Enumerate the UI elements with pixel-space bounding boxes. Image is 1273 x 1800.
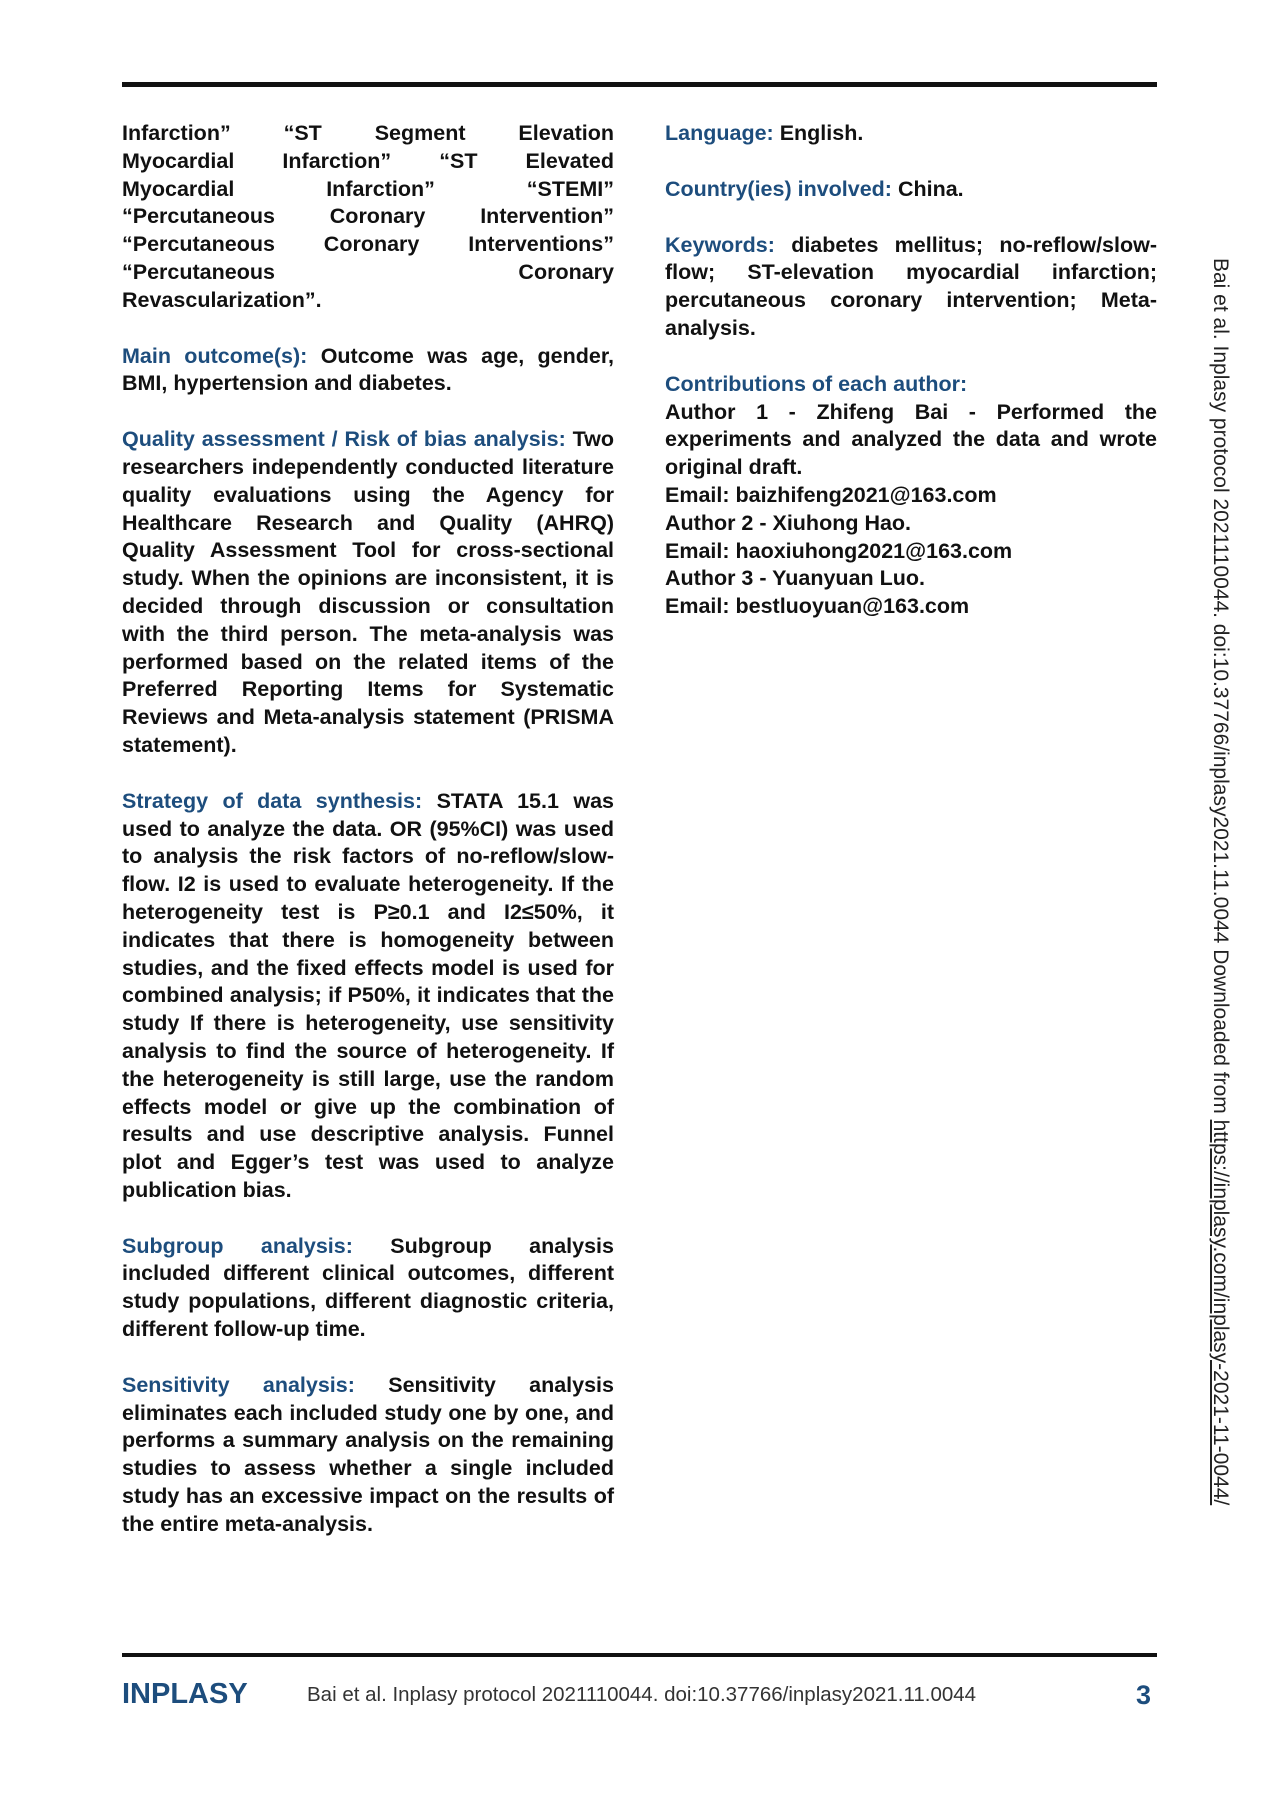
keywords-label: Keywords: xyxy=(665,232,775,257)
language-section xyxy=(665,120,1157,148)
header-rule xyxy=(122,82,1157,87)
author-1-contribution: Author 1 - Zhifeng Bai - Performed the experiments and analyzed the data and wrote original draft. xyxy=(665,399,1157,480)
left-column xyxy=(122,120,614,1539)
keywords-section xyxy=(665,232,1157,343)
author-email: Email: baizhifeng2021@163.com xyxy=(665,482,997,507)
intro-line: Infarction” “ST Segment Elevation xyxy=(122,121,614,145)
search-terms-continued xyxy=(122,120,614,315)
country-text: China. xyxy=(897,176,964,201)
contributions-section xyxy=(665,371,1157,621)
sensitivity-label: Sensitivity analysis: xyxy=(122,1372,355,1397)
subgroup-label: Subgroup analysis: xyxy=(122,1233,353,1258)
page-number: 3 xyxy=(1136,1680,1152,1710)
intro-line: “Percutaneous Coronary Intervention” xyxy=(122,204,614,229)
main-outcome-section xyxy=(122,343,614,399)
author-email: Email: haoxiuhong2021@163.com xyxy=(665,538,1013,563)
sensitivity-section xyxy=(122,1372,614,1539)
side-note-text: Bai et al. Inplasy protocol 2021110044. doi:10.37766/inplasy2021.11.0044 Downloaded from xyxy=(1209,258,1232,1120)
quality-label: Quality assessment / Risk of bias analysis: xyxy=(122,427,566,452)
subgroup-section xyxy=(122,1233,614,1344)
strategy-section xyxy=(122,788,614,1205)
main-outcome-label: Main outcome(s): xyxy=(122,343,308,368)
contributions-label: Contributions of each author: xyxy=(665,371,968,396)
language-label: Language: xyxy=(665,121,774,145)
intro-line: “Percutaneous Coronary Interventions” xyxy=(122,232,614,257)
footer-brand-logo: INPLASY xyxy=(122,1678,248,1710)
download-side-note xyxy=(1208,258,1232,1505)
country-label: Country(ies) involved: xyxy=(665,176,892,201)
intro-line: Revascularization”. xyxy=(122,287,322,312)
download-link[interactable]: https://inplasy.com/inplasy-2021-11-0044/ xyxy=(1209,1119,1232,1506)
intro-line: Myocardial Infarction” “ST Elevated xyxy=(122,148,614,173)
keywords-text: diabetes mellitus; no-reflow/slow-flow; ST-elevation myocardial infarction; percutaneous coronary intervention; Meta-analysis. xyxy=(665,232,1157,340)
footer-rule xyxy=(122,1653,1157,1657)
intro-line: Myocardial Infarction” “STEMI” xyxy=(122,176,614,201)
author-name: Author 2 - Xiuhong Hao. xyxy=(665,510,912,535)
author-name: Author 3 - Yuanyuan Luo. xyxy=(665,566,926,591)
strategy-label: Strategy of data synthesis: xyxy=(122,788,423,813)
country-section xyxy=(665,176,1157,204)
language-text: English. xyxy=(779,121,864,145)
strategy-text: STATA 15.1 was used to analyze the data. OR (95%CI) was used to analysis the risk factors of no-reflow/slow-flow. I2 is used to evaluate heterogeneity. If the heterogeneity test is P≥0.1 and I2≤50%, it indicates that there is homogeneity between studies, and the fixed effects model is used for combined analysis; if P50%, it indicates that the study If there is heterogeneity, use sensitivity analysis to find the source of heterogeneity. If the heterogeneity is still large, use the random effects model or give up the combination of results and use descriptive analysis. Funnel plot and Egger’s test was used to analyze publication bias. xyxy=(122,788,614,1202)
intro-line: “Percutaneous Coronary xyxy=(122,259,614,284)
quality-section xyxy=(122,426,614,760)
sensitivity-text: Sensitivity analysis eliminates each included study one by one, and performs a summary analysis on the remaining studies to assess whether a single included study has an excessive impact on the results of the entire meta-analysis. xyxy=(122,1372,614,1536)
quality-text: Two researchers independently conducted literature quality evaluations using the Agency for Healthcare Research and Quality (AHRQ) Quality Assessment Tool for cross-sectional study. When the opinions are inconsistent, it is decided through discussion or consultation with the third person. The meta-analysis was performed based on the related items of the Preferred Reporting Items for Systematic Reviews and Meta-analysis statement (PRISMA statement). xyxy=(122,427,614,757)
right-column xyxy=(665,120,1157,621)
footer-citation: Bai et al. Inplasy protocol 2021110044. doi:10.37766/inplasy2021.11.0044 xyxy=(307,1683,977,1706)
main-outcome-text: Outcome was age, gender, BMI, hypertension and diabetes. xyxy=(122,343,614,396)
subgroup-text: Subgroup analysis included different clinical outcomes, different study populations, different diagnostic criteria, different follow-up time. xyxy=(122,1233,614,1342)
author-email: Email: bestluoyuan@163.com xyxy=(665,594,970,619)
